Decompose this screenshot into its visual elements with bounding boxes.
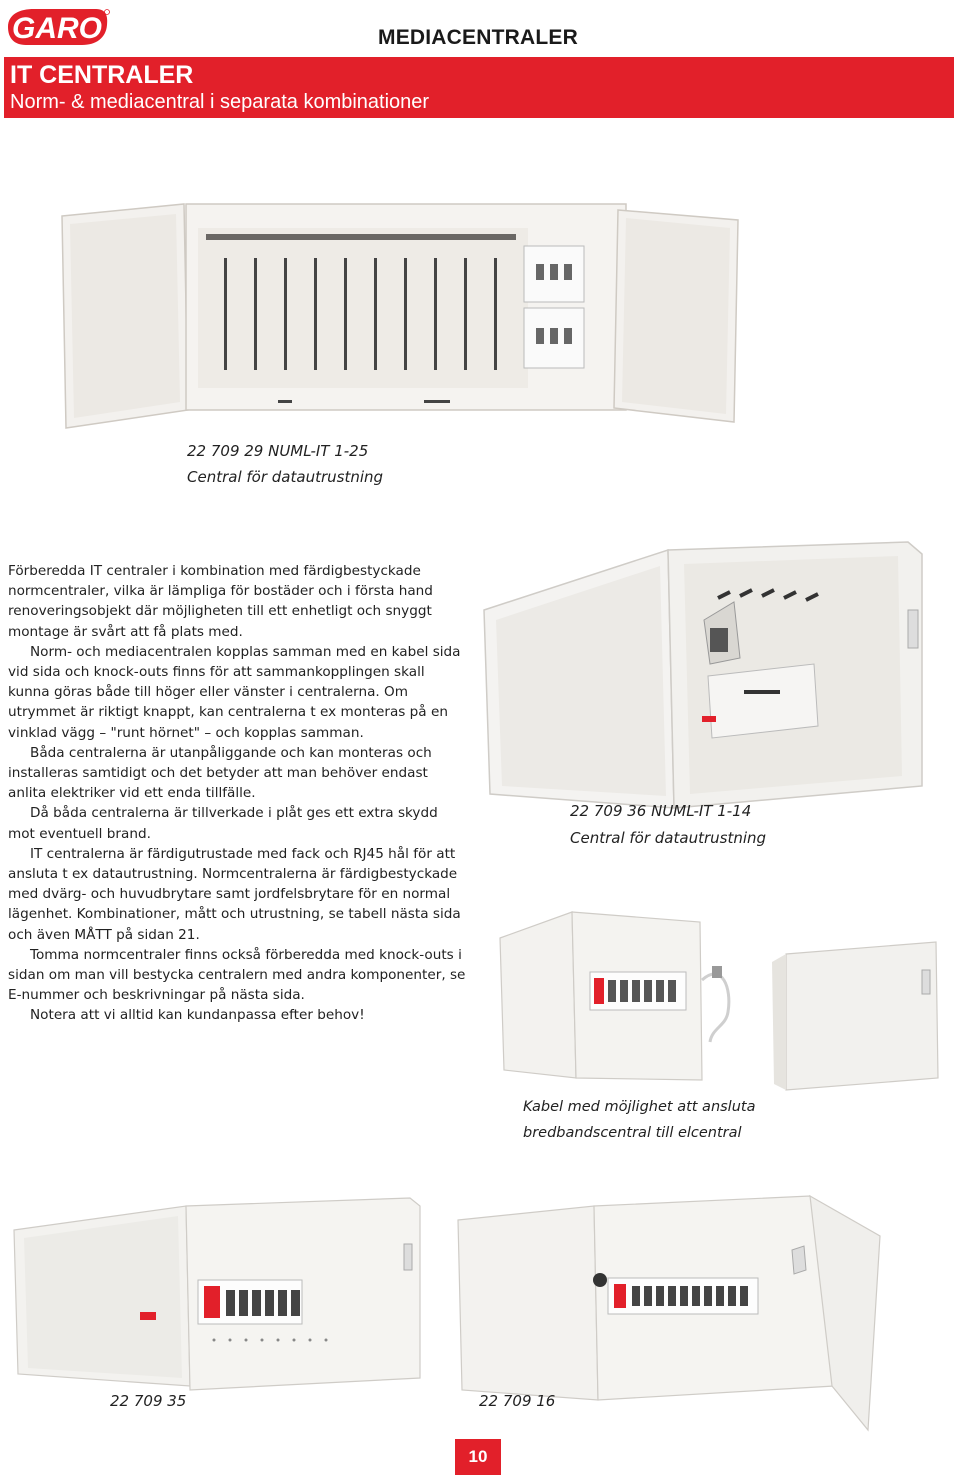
cable-caption-line-2: bredbandscentral till elcentral (523, 1125, 742, 1141)
middle-product-desc: Central för datautrustning (570, 829, 767, 847)
cable-caption (523, 1094, 755, 1146)
bottom-right-product-code: 22 709 16 (479, 1392, 556, 1410)
banner-subtitle: Norm- & mediacentral i separata kombinationer (10, 91, 430, 113)
product-image-numl-it-1-25 (58, 196, 748, 436)
product-image-combination (490, 900, 945, 1100)
title-banner (4, 57, 954, 118)
product-image-numl-it-1-14 (478, 540, 948, 840)
bottom-left-product-code: 22 709 35 (110, 1392, 187, 1410)
product-image-22-709-35 (10, 1194, 430, 1394)
page-number: 10 (455, 1439, 501, 1475)
body-paragraph-4: Då båda centralerna är tillverkade i plåt ges ett extra skydd mot eventuell brand. (8, 805, 438, 842)
banner-title: IT CENTRALER (10, 61, 194, 89)
body-paragraph-6: Tomma normcentraler finns också förberedda med knock-outs i sidan om man vill bestycka centralern med andra komponenter, se E-nummer och beskrivningar på nästa sida. (8, 946, 466, 1004)
cable-caption-line-1: Kabel med möjlighet att ansluta (523, 1099, 756, 1115)
body-paragraph-2: Norm- och mediacentralen kopplas samman med en kabel sida vid sida och knock-outs finns för att sammankopplingen skall kunna göras både till höger eller vänster i centralerna. Om utrymmet är riktigt knappt, kan centralerna t ex monteras på en vinklad vägg – "runt hörnet" – och kopplas samman. (8, 643, 461, 741)
body-paragraph-7: Notera att vi alltid kan kundanpassa efter behov! (30, 1007, 365, 1024)
garo-logo-text: GARO (12, 12, 102, 45)
top-product-code: 22 709 29 NUML-IT 1-25 (187, 442, 369, 460)
middle-product-code: 22 709 36 NUML-IT 1-14 (570, 802, 752, 820)
body-paragraph-1: Förberedda IT centraler i kombination med färdigbestyckade normcentraler, vilka är lämpliga för bostäder och i första hand renoveringsobjekt där möjligheten till ett enhetligt och snyggt montage är svårt att få plats med. (8, 563, 433, 640)
body-paragraph-3: Båda centralerna är utanpåliggande och kan monteras och installeras samtidigt och det betyder att man behöver endast anlita elektriker vid ett enda tillfälle. (8, 744, 432, 802)
body-text (8, 561, 468, 1026)
body-paragraph-5: IT centralerna är färdigutrustade med fack och RJ45 hål för att ansluta t ex datautrustning. Normcentralerna är färdigbestyckade med dvärg- och huvudbrytare samt jordfelsbrytare för en normal lägenhet. Kombinationer, mått och utrustning, se tabell nästa sida och även MÅTT på sidan 21. (8, 845, 461, 943)
garo-logo (4, 6, 110, 48)
garo-logo-mark (4, 6, 110, 48)
section-label: MEDIACENTRALER (378, 26, 578, 49)
top-product-desc: Central för datautrustning (187, 468, 384, 486)
